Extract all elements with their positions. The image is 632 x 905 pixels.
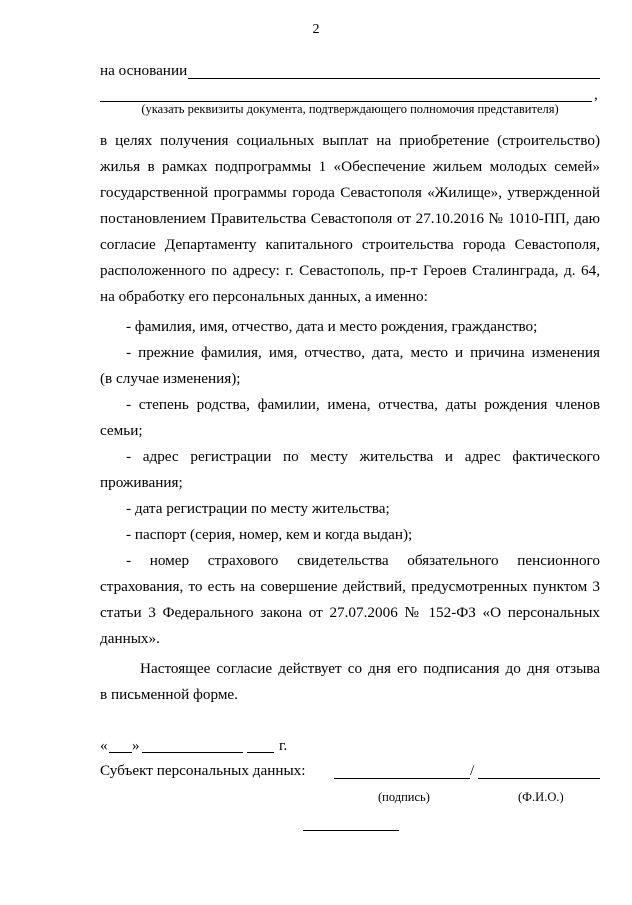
list-item-6: - паспорт (серия, номер, кем и когда выдан); — [126, 526, 413, 543]
validity-line-2: в письменной форме. — [100, 686, 238, 703]
list-item-7-line-2: страхования, то есть на совершение действий, предусмотренных пунктом 3 — [100, 578, 600, 595]
list-item-4-line-1: - адрес регистрации по месту жительства и адрес фактического — [126, 448, 600, 465]
date-year-suffix: г. — [279, 737, 288, 754]
date-month-blank[interactable] — [142, 752, 243, 753]
body-line-4: постановлением Правительства Севастополя от 27.10.2016 № 1010-ПП, даю — [100, 210, 600, 227]
body-line-1: в целях получения социальных выплат на приобретение (строительство) — [100, 132, 600, 149]
basis-comma: , — [594, 86, 598, 103]
subject-label: Субъект персональных данных: — [100, 762, 306, 779]
date-close-quote: » — [132, 737, 140, 754]
list-item-2-line-1: - прежние фамилия, имя, отчество, дата, место и причина изменения — [126, 344, 600, 361]
list-item-7-line-4: данных». — [100, 630, 160, 647]
signature-slash: / — [470, 762, 475, 779]
validity-line-1: Настоящее согласие действует со дня его подписания до дня отзыва — [140, 660, 600, 677]
body-line-7: на обработку его персональных данных, а именно: — [100, 288, 428, 305]
date-day-blank[interactable] — [109, 752, 132, 753]
body-line-5: согласие Департаменту капитального строительства города Севастополя, — [100, 236, 600, 253]
body-line-6: расположенного по адресу: г. Севастополь, пр-т Героев Сталинграда, д. 64, — [100, 262, 600, 279]
date-year-blank[interactable] — [247, 752, 274, 753]
signature-caption: (подпись) — [378, 790, 430, 804]
list-item-7-line-3: статьи 3 Федерального закона от 27.07.2006 № 152-ФЗ «О персональных — [100, 604, 600, 621]
body-line-2: жилья в рамках подпрограммы 1 «Обеспечение жильем молодых семей» — [100, 158, 600, 175]
list-item-4-line-2: проживания; — [100, 474, 183, 491]
list-item-1: - фамилия, имя, отчество, дата и место рождения, гражданство; — [126, 318, 538, 335]
list-item-3-line-1: - степень родства, фамилии, имена, отчества, даты рождения членов — [126, 396, 600, 413]
signature-blank[interactable] — [334, 778, 470, 779]
list-item-3-line-2: семьи; — [100, 422, 143, 439]
basis-hint: (указать реквизиты документа, подтверждающего полномочия представителя) — [141, 102, 559, 116]
list-item-7-line-1: - номер страхового свидетельства обязательного пенсионного — [126, 552, 600, 569]
full-name-blank[interactable] — [478, 778, 600, 779]
name-caption: (Ф.И.О.) — [518, 790, 564, 804]
body-line-3: государственной программы города Севастополя «Жилище», утвержденной — [100, 184, 600, 201]
list-item-5: - дата регистрации по месту жительства; — [126, 500, 390, 517]
list-item-2-line-2: (в случае изменения); — [100, 370, 241, 387]
basis-label: на основании — [100, 62, 188, 79]
closing-separator — [303, 830, 399, 831]
date-open-quote: « — [100, 737, 108, 754]
basis-blank-line — [188, 78, 600, 79]
page-number: 2 — [312, 22, 320, 37]
